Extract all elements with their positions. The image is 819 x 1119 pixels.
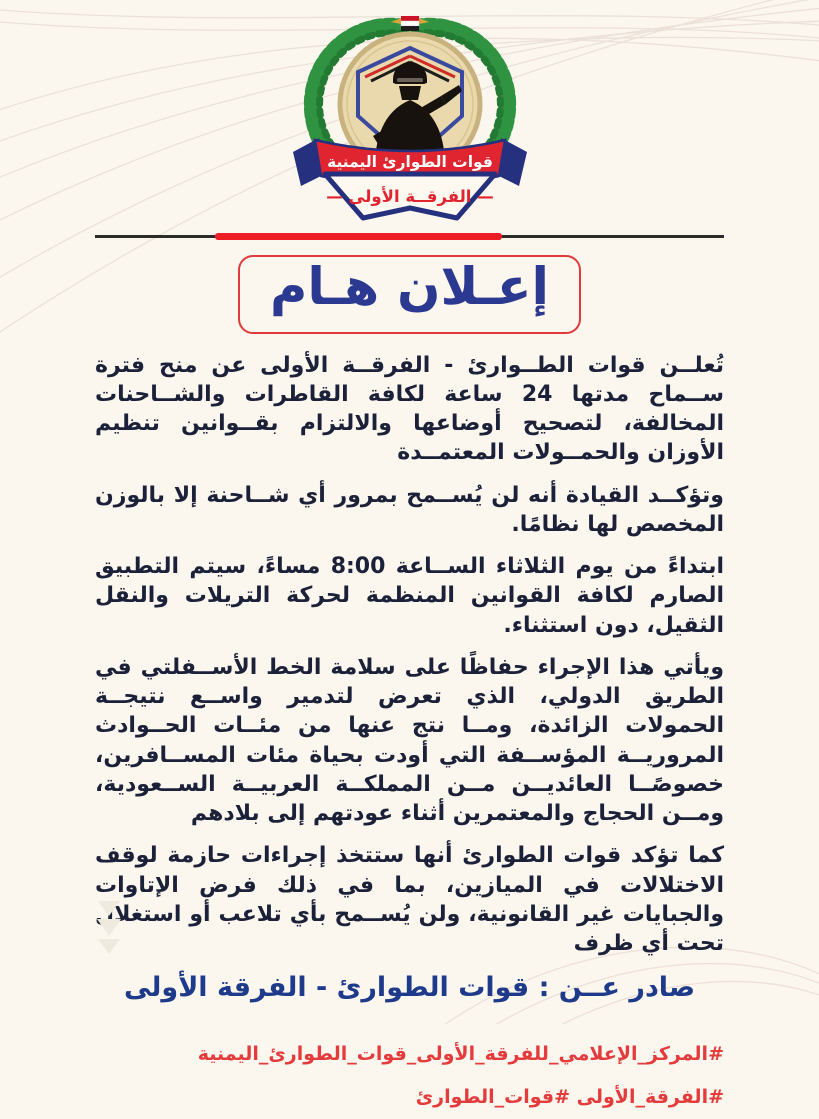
announcement-paragraph: ابتداءً من يوم الثلاثاء الســاعة 8:00 مساءً، سيتم التطبيق الصارم لكافة القوانين المنظمة لحركة التريلات والنقل الثقيل، دون استثناء.	[95, 554, 724, 638]
organization-name: قوات الطوارئ اليمنية	[326, 153, 493, 171]
announcement-title: إعـلان هـام	[269, 258, 550, 317]
announcement-paragraph: وتؤكــد القيادة أنه لن يُســمح بمرور أي شــاحنة إلا بالوزن المخصص لها نظامًا.	[95, 482, 724, 537]
division-label: — الفرقــة الأولى —	[325, 187, 494, 206]
announcement-paragraph: كما تؤكد قوات الطوارئ أنها ستتخذ إجراءات حازمة لوقف الاختلالات في الميازين، بما في ذلك فرض الإتاوات والجبايات غير القانونية، ولن يُســمح بأي تلاعب أو استغلال تحت أي ظرف	[95, 843, 724, 957]
announcement-title-box	[238, 255, 581, 334]
triangle-icon	[98, 901, 120, 916]
scroll-down-triangles	[97, 901, 121, 957]
triangle-icon	[98, 939, 120, 954]
division-banner	[325, 174, 495, 218]
section-divider	[95, 232, 724, 240]
announcement-body	[95, 351, 724, 959]
hashtags-block	[95, 1033, 724, 1119]
hashtag-line-2: #الفرقة_الأولى #قوات_الطوارئ	[415, 1086, 724, 1109]
announcement-paragraph: تُعلــن قوات الطــوارئ - الفرقــة الأولى عن منح فترة ســماح مدتها 24 ساعة لكافة القاطرات والشــاحنات المخالفة، لتصحيح أوضاعها والالتزام بقــوانين تنظيم الأوزان والحمــولات المعتمــدة	[95, 352, 724, 466]
hashtag-line-1: #المركز_الإعلامي_للفرقة_الأولى_قوات_الطوارئ_اليمنية	[197, 1043, 724, 1066]
triangle-icon	[97, 919, 121, 936]
emergency-forces-logo	[280, 10, 540, 222]
announcement-paragraph: ويأتي هذا الإجراء حفاظًا على سلامة الخط الأســفلتي في الطريق الدولي، الذي تعرض لتدمير واســع نتيجــة الحمولات الزائدة، ومــا نتج عنها من مئــات الحــوادث المروريــة المؤســفة التي أودت بحياة مئات المســافرين، خصوصًــا العائديــن مــن المملكــة العربيــة الســعودية، ومــن الحجاج والمعتمرين أثناء عودتهم إلى بلادهم	[95, 654, 724, 827]
issuer-line: صادر عــن : قوات الطوارئ - الفرقة الأولى	[123, 972, 696, 1004]
divider-red-accent	[215, 233, 502, 240]
